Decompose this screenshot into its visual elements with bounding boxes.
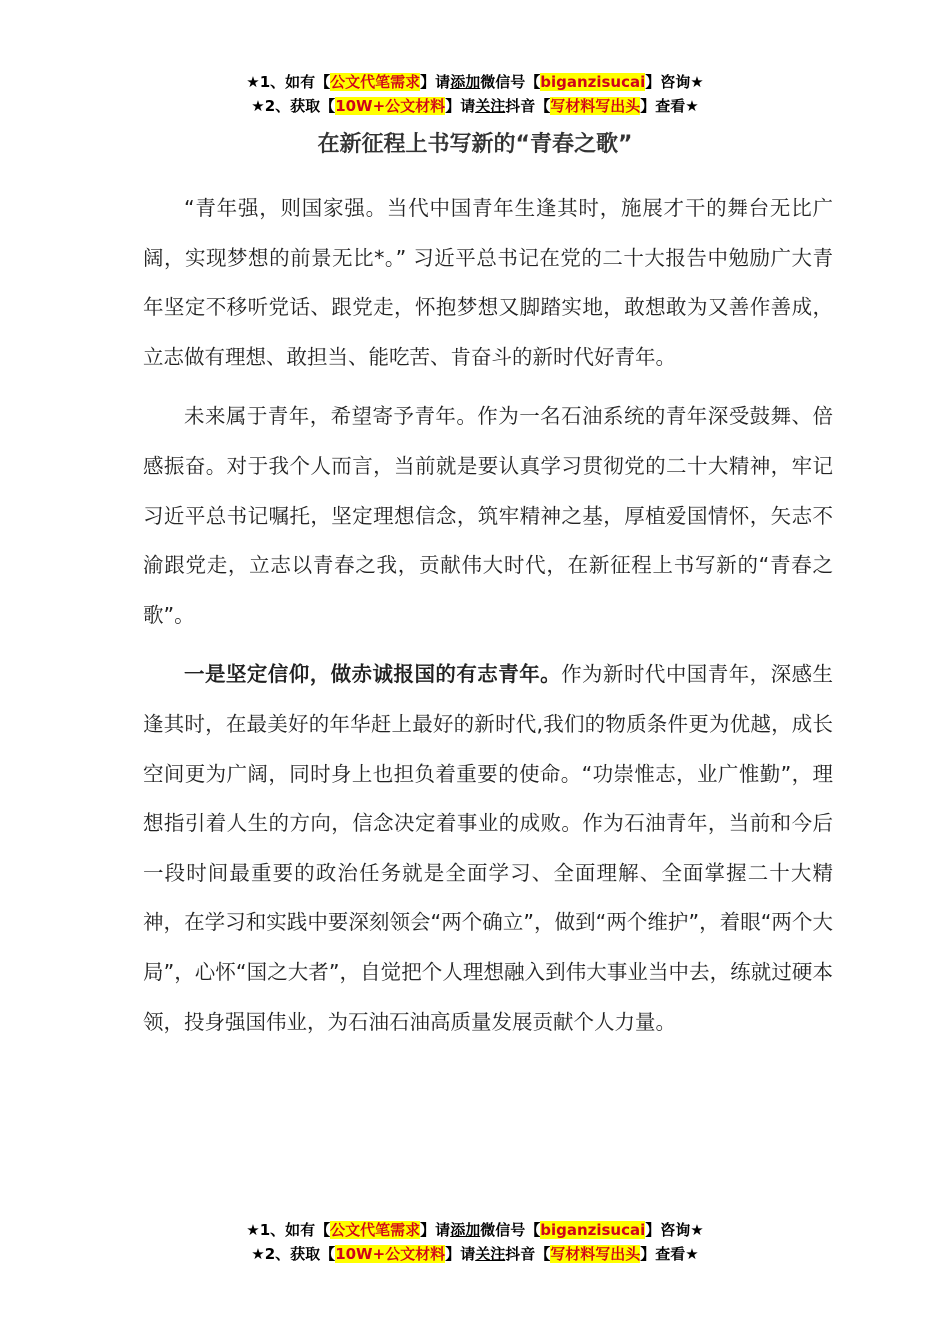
promo-text: 】查看★	[640, 97, 699, 115]
promo-underline: 关注	[475, 1245, 506, 1263]
promo-text: 抖音【	[505, 1245, 551, 1263]
paragraph-text: 未来属于青年，希望寄予青年。作为一名石油系统的青年深受鼓舞、倍感振奋。对于我个人而言，当前就是要认真学习贯彻党的二十大精神，牢记习近平总书记嘱托，坚定理想信念，筑牢精神之基，厚植爱国情怀，矢志不渝跟党走，立志以青春之我，贡献伟大时代，在新征程上书写新的“青春之歌”。	[143, 404, 833, 627]
promo-text: 微信号【	[480, 73, 541, 91]
promo-underline: 添加	[450, 1221, 481, 1239]
promo-text: 抖音【	[505, 97, 551, 115]
promo-text: ★2、获取【	[251, 97, 336, 115]
promo-text: 】查看★	[640, 1245, 699, 1263]
document-title: 在新征程上书写新的“青春之歌”	[317, 132, 633, 157]
promo-footer	[0, 1218, 950, 1266]
promo-highlight: 公文代笔需求	[330, 73, 421, 91]
paragraph-lead: 一是坚定信仰，做赤诚报国的有志青年。	[184, 662, 562, 687]
promo-wechat-id: biganzisucai	[540, 73, 646, 91]
promo-header	[0, 70, 950, 118]
promo-text: 】请	[445, 97, 476, 115]
promo-douyin-id: 写材料写出头	[550, 1245, 641, 1263]
promo-highlight: 10W+公文材料	[335, 97, 446, 115]
promo-text: 】咨询★	[645, 73, 704, 91]
promo-line-1	[0, 1218, 950, 1242]
promo-highlight: 10W+公文材料	[335, 1245, 446, 1263]
paragraph	[143, 392, 833, 640]
paragraph	[143, 184, 833, 382]
promo-text: ★1、如有【	[246, 1221, 331, 1239]
promo-underline: 关注	[475, 97, 506, 115]
promo-text: 】咨询★	[645, 1221, 704, 1239]
promo-line-2	[0, 1242, 950, 1266]
promo-line-2	[0, 94, 950, 118]
promo-text: ★2、获取【	[251, 1245, 336, 1263]
paragraph	[143, 650, 833, 1047]
promo-line-1	[0, 70, 950, 94]
promo-text: 】请	[420, 73, 451, 91]
promo-text: ★1、如有【	[246, 73, 331, 91]
promo-text: 】请	[445, 1245, 476, 1263]
promo-text: 】请	[420, 1221, 451, 1239]
promo-douyin-id: 写材料写出头	[550, 97, 641, 115]
promo-wechat-id: biganzisucai	[540, 1221, 646, 1239]
promo-text: 微信号【	[480, 1221, 541, 1239]
promo-highlight: 公文代笔需求	[330, 1221, 421, 1239]
promo-underline: 添加	[450, 73, 481, 91]
paragraph-text: 作为新时代中国青年，深感生逢其时，在最美好的年华赶上最好的新时代,我们的物质条件更为优越，成长空间更为广阔，同时身上也担负着重要的使命。“功崇惟志，业广惟勤”，理想指引着人生的方向，信念决定着事业的成败。作为石油青年，当前和今后一段时间最重要的政治任务就是全面学习、全面理解、全面掌握二十大精神，在学习和实践中要深刻领会“两个确立”，做到“两个维护”，着眼“两个大局”，心怀“国之大者”，自觉把个人理想融入到伟大事业当中去，练就过硬本领，投身强国伟业，为石油石油高质量发展贡献个人力量。	[143, 662, 834, 1034]
document-body	[143, 184, 833, 1057]
paragraph-text: “青年强，则国家强。当代中国青年生逢其时，施展才干的舞台无比广阔，实现梦想的前景无比*。” 习近平总书记在党的二十大报告中勉励广大青年坚定不移听党话、跟党走，怀抱梦想又脚踏实地，敢想敢为又善作善成，立志做有理想、敢担当、能吃苦、肯奋斗的新时代好青年。	[143, 196, 833, 369]
